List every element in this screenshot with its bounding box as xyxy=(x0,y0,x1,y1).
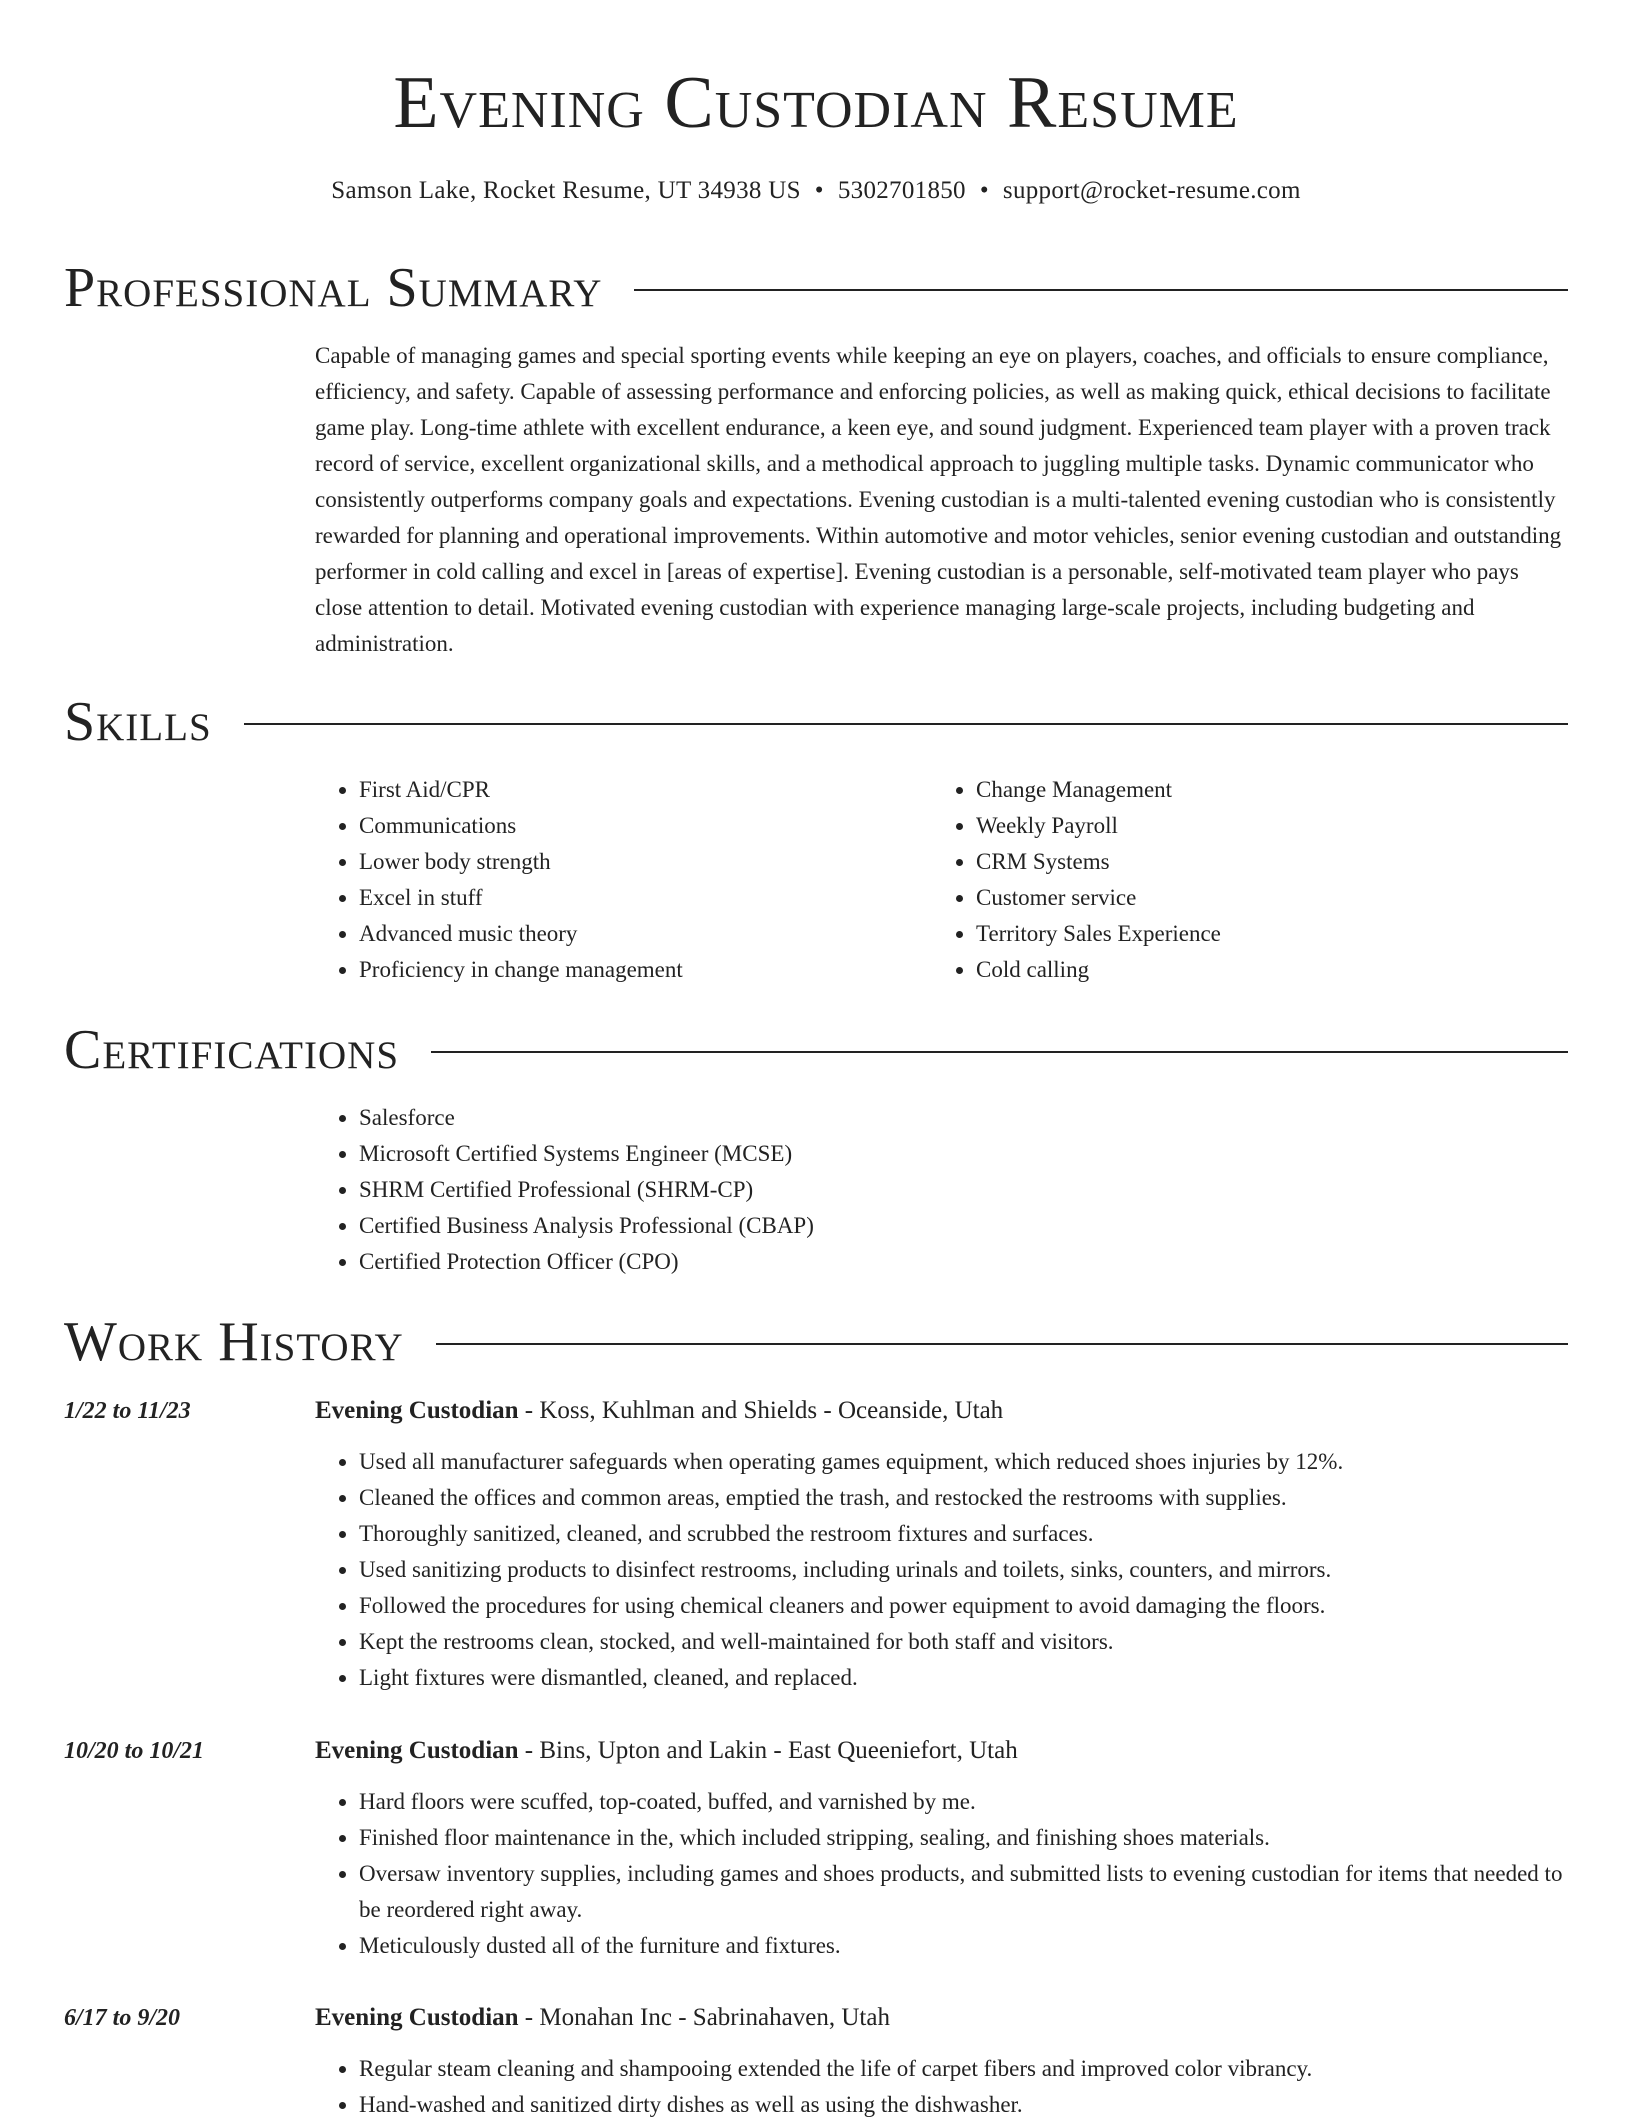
skill-item: • Lower body strength xyxy=(359,844,683,880)
job-duties xyxy=(315,2051,1577,2123)
job-dates: 10/20 to 10/21 xyxy=(64,1738,205,1764)
job-title: Evening Custodian xyxy=(315,1737,519,1764)
section-divider xyxy=(436,1343,1568,1345)
job-employer: - Bins, Upton and Lakin - East Queeniefort, Utah xyxy=(518,1737,1018,1764)
job-heading xyxy=(315,1394,1003,1428)
job-employer: - Monahan Inc - Sabrinahaven, Utah xyxy=(518,2004,890,2031)
skill-item: • Excel in stuff xyxy=(359,880,683,916)
summary-text: Capable of managing games and special sporting events while keeping an eye on players, coaches, and officials to ensure compliance, efficiency, and safety. Capable of assessing performance and enforcing policies, as well as making quick, ethical decisions to facilitate game play. Long-time athlete with excellent endurance, a keen eye, and sound judgment. Experienced team player with a proven track record of service, excellent organizational skills, and a methodical approach to juggling multiple tasks. Dynamic communicator who consistently outperforms company goals and expectations. Evening custodian is a multi-talented evening custodian who is consistently rewarded for planning and operational improvements. Within automotive and motor vehicles, senior evening custodian and outstanding performer in cold calling and excel in [areas of expertise]. Evening custodian is a personable, self-motivated team player who pays close attention to detail. Motivated evening custodian with experience managing large-scale projects, including budgeting and administration. xyxy=(315,343,1562,656)
section-divider xyxy=(634,289,1568,291)
skill-item: • Territory Sales Experience xyxy=(976,916,1221,952)
section-title-skills: Skills xyxy=(64,691,212,753)
job-title: Evening Custodian xyxy=(315,1397,519,1424)
skill-item: • Cold calling xyxy=(976,952,1221,988)
duty-item: • Kept the restrooms clean, stocked, and well-maintained for both staff and visitors. xyxy=(359,1624,1577,1660)
skill-item: • CRM Systems xyxy=(976,844,1221,880)
certification-item: • Certified Protection Officer (CPO) xyxy=(359,1244,814,1280)
duty-item: • Cleaned the offices and common areas, emptied the trash, and restocked the restrooms with supplies. xyxy=(359,1480,1577,1516)
skill-item: • First Aid/CPR xyxy=(359,772,683,808)
job-duties xyxy=(315,1444,1577,1696)
section-divider xyxy=(431,1051,1568,1053)
job-duties xyxy=(315,1784,1577,1964)
page-title: Evening Custodian Resume xyxy=(393,62,1239,144)
section-header-skills xyxy=(64,690,1568,754)
duty-item: • Hard floors were scuffed, top-coated, buffed, and varnished by me. xyxy=(359,1784,1577,1820)
contact-address: Samson Lake, Rocket Resume, UT 34938 US xyxy=(331,177,801,204)
section-title-summary: Professional Summary xyxy=(64,257,603,319)
section-header-certifications xyxy=(64,1018,1568,1082)
section-divider xyxy=(244,723,1568,725)
skills-list-right xyxy=(932,772,1221,988)
job-dates: 1/22 to 11/23 xyxy=(64,1398,191,1424)
section-title-certifications: Certifications xyxy=(64,1019,400,1081)
contact-separator: • xyxy=(979,177,989,204)
duty-item: • Followed the procedures for using chemical cleaners and power equipment to avoid damaging the floors. xyxy=(359,1588,1577,1624)
duty-item: • Used all manufacturer safeguards when operating games equipment, which reduced shoes injuries by 12%. xyxy=(359,1444,1577,1480)
certifications-list xyxy=(315,1100,814,1280)
certification-item: • SHRM Certified Professional (SHRM-CP) xyxy=(359,1172,814,1208)
duty-item: • Oversaw inventory supplies, including games and shoes products, and submitted lists to evening custodian for items that needed to be reordered right away. xyxy=(359,1856,1577,1928)
skill-item: • Weekly Payroll xyxy=(976,808,1221,844)
contact-email: support@rocket-resume.com xyxy=(1002,177,1301,204)
contact-phone: 5302701850 xyxy=(837,177,966,204)
contact-separator: • xyxy=(814,177,824,204)
skill-item: • Proficiency in change management xyxy=(359,952,683,988)
skills-column-left xyxy=(315,772,683,988)
duty-item: • Light fixtures were dismantled, cleaned, and replaced. xyxy=(359,1660,1577,1696)
certification-item: • Microsoft Certified Systems Engineer (MCSE) xyxy=(359,1136,814,1172)
section-header-work-history xyxy=(64,1310,1568,1374)
certification-item: • Certified Business Analysis Professional (CBAP) xyxy=(359,1208,814,1244)
duties-list xyxy=(315,1784,1577,1964)
skills-list-left xyxy=(315,772,683,988)
skill-item: • Advanced music theory xyxy=(359,916,683,952)
skill-item: • Communications xyxy=(359,808,683,844)
job-heading xyxy=(315,1734,1018,1768)
certification-item: • Salesforce xyxy=(359,1100,814,1136)
duty-item: • Finished floor maintenance in the, which included stripping, sealing, and finishing shoes materials. xyxy=(359,1820,1577,1856)
duties-list xyxy=(315,2051,1577,2123)
section-header-summary xyxy=(64,256,1568,320)
duty-item: • Hand-washed and sanitized dirty dishes as well as using the dishwasher. xyxy=(359,2087,1577,2123)
duty-item: • Thoroughly sanitized, cleaned, and scrubbed the restroom fixtures and surfaces. xyxy=(359,1516,1577,1552)
job-heading xyxy=(315,2001,890,2035)
certifications-block xyxy=(315,1100,814,1280)
duty-item: • Meticulously dusted all of the furniture and fixtures. xyxy=(359,1928,1577,1964)
job-title: Evening Custodian xyxy=(315,2004,519,2031)
contact-line xyxy=(0,176,1632,206)
skill-item: • Change Management xyxy=(976,772,1221,808)
job-employer: - Koss, Kuhlman and Shields - Oceanside, Utah xyxy=(518,1397,1004,1424)
duty-item: • Used sanitizing products to disinfect restrooms, including urinals and toilets, sinks, counters, and mirrors. xyxy=(359,1552,1577,1588)
skill-item: • Customer service xyxy=(976,880,1221,916)
section-title-work-history: Work History xyxy=(64,1311,404,1373)
duty-item: • Regular steam cleaning and shampooing extended the life of carpet fibers and improved color vibrancy. xyxy=(359,2051,1577,2087)
job-dates: 6/17 to 9/20 xyxy=(64,2005,181,2031)
duties-list xyxy=(315,1444,1577,1696)
skills-column-right xyxy=(932,772,1221,988)
